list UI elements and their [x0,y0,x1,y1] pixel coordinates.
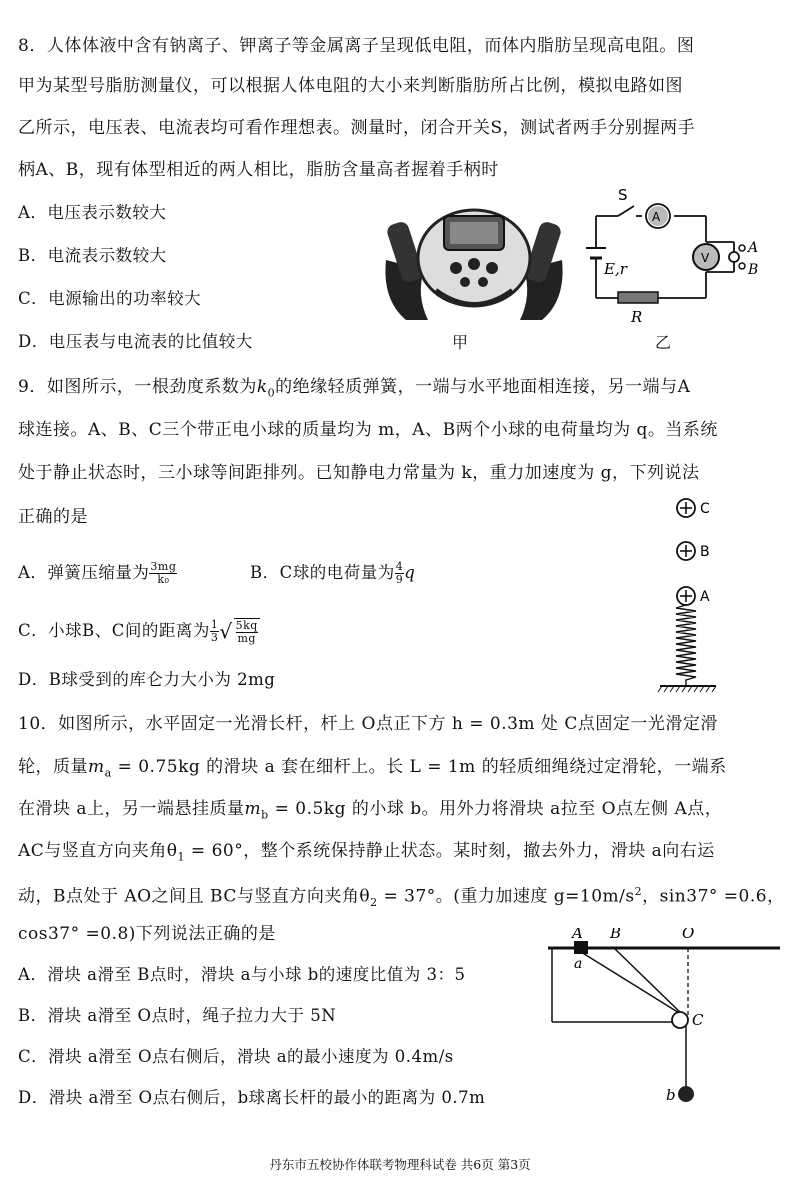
point-o-label: O [682,928,695,942]
q10-option-c: C．滑块 a滑至 O点右侧后，滑块 a的最小速度为 0.4m/s [18,1047,454,1066]
slider-a-label: a [574,956,583,972]
q9-option-c: C．小球B、C间的距离为 $\frac{1}{3}$ √ $\frac{5kq}{mg}$ [18,618,258,645]
q10-option-d: D．滑块 a滑至 O点右侧后，b球离长杆的最小的距离为 0.7m [18,1088,486,1107]
handle-a-label: A [748,240,759,256]
q9-line2: 球连接。A、B、C三个带正电小球的质量均为 m，A、B两个小球的电荷量均为 q。当系统 [18,420,718,440]
q10-line6: cos37° =0.8)下列说法正确的是 [18,924,276,944]
ball-b-label: B [700,544,710,560]
q9-option-b: B．C球的电荷量为 $\frac{4}{9}$ q [250,560,416,586]
ball-c-label: C [700,501,710,517]
spring-balls-figure [650,490,770,700]
figure-jia-label: 甲 [452,333,469,352]
voltmeter-symbol: V [701,251,710,265]
pulley-slider-figure [548,928,780,1108]
handle-b-label: B [748,262,759,278]
q8-option-a: A．电压表示数较大 [18,203,167,222]
q9-line4: 正确的是 [18,507,88,527]
figure-yi-label: 乙 [655,333,672,352]
q8-line1: 8．人体体液中含有钠离子、钾离子等金属离子呈现低电阻，而体内脂肪呈现高电阻。图 [18,36,695,56]
circuit-diagram [578,186,778,326]
q9-option-a: A．弹簧压缩量为 $\frac{3mg}{\text{k₀}}$ [18,560,177,586]
q9-option-d: D．B球受到的库仑力大小为 2mg [18,670,276,689]
q9-line3: 处于静止状态时，三小球等间距排列。已知静电力常量为 k，重力加速度为 g，下列说法 [18,463,700,483]
ball-a-label: A [700,589,710,605]
q10-line5: 动，B点处于 AO之间且 BC与竖直方向夹角$\theta_2 = 37^\circ$。(重力加速度 $g=10m/s^2$，sin37° =0.6， [18,885,785,910]
q10-line3: 在滑块 a上，另一端悬挂质量$m_b = 0.5kg$ 的小球 b。用外力将滑块 a拉至 O点左侧 A点， [18,799,723,822]
point-b-label: B [610,928,622,942]
q8-line2: 甲为某型号脂肪测量仪，可以根据人体电阻的大小来判断脂肪所占比例，模拟电路如图 [18,76,683,96]
q8-line3: 乙所示，电压表、电流表均可看作理想表。测量时，闭合开关S，测试者两手分别握两手 [18,118,696,138]
ammeter-symbol: A [652,210,661,224]
ball-b-small-label: b [666,1086,676,1104]
point-a-label: A [572,928,583,942]
q8-line4: 柄A、B，现有体型相近的两人相比，脂肪含量高者握着手柄时 [18,160,499,180]
q8-option-c: C．电源输出的功率较大 [18,289,202,308]
q10-option-a: A．滑块 a滑至 B点时，滑块 a与小球 b的速度比值为 3：5 [18,965,466,984]
source-label: E,r [604,260,627,278]
q8-option-d: D．电压表与电流表的比值较大 [18,332,253,351]
page-footer: 丹东市五校协作体联考物理科试卷 共6页 第3页 [269,1157,531,1172]
q9-line1: 9．如图所示，一根劲度系数为$k_0$的绝缘轻质弹簧，一端与水平地面相连接，另一端与A [18,377,691,400]
resistor-label: R [631,308,643,326]
q10-line1: 10．如图所示，水平固定一光滑长杆，杆上 O点正下方 h = 0.3m 处 C点固定一光滑定滑 [18,714,718,734]
pulley-c-label: C [692,1011,704,1029]
q10-option-b: B．滑块 a滑至 O点时，绳子拉力大于 5N [18,1006,337,1025]
q10-line2: 轮，质量$m_a = 0.75kg$ 的滑块 a 套在细杆上。长 L = 1m 的轻质细绳绕过定滑轮，一端系 [18,757,727,780]
q8-option-b: B．电流表示数较大 [18,246,167,265]
fat-meter-device-figure [376,200,572,332]
switch-label: S [618,186,628,204]
q10-line4: AC与竖直方向夹角$\theta_1 = 60^\circ$，整个系统保持静止状态。某时刻，撤去外力，滑块 a向右运 [18,841,715,864]
